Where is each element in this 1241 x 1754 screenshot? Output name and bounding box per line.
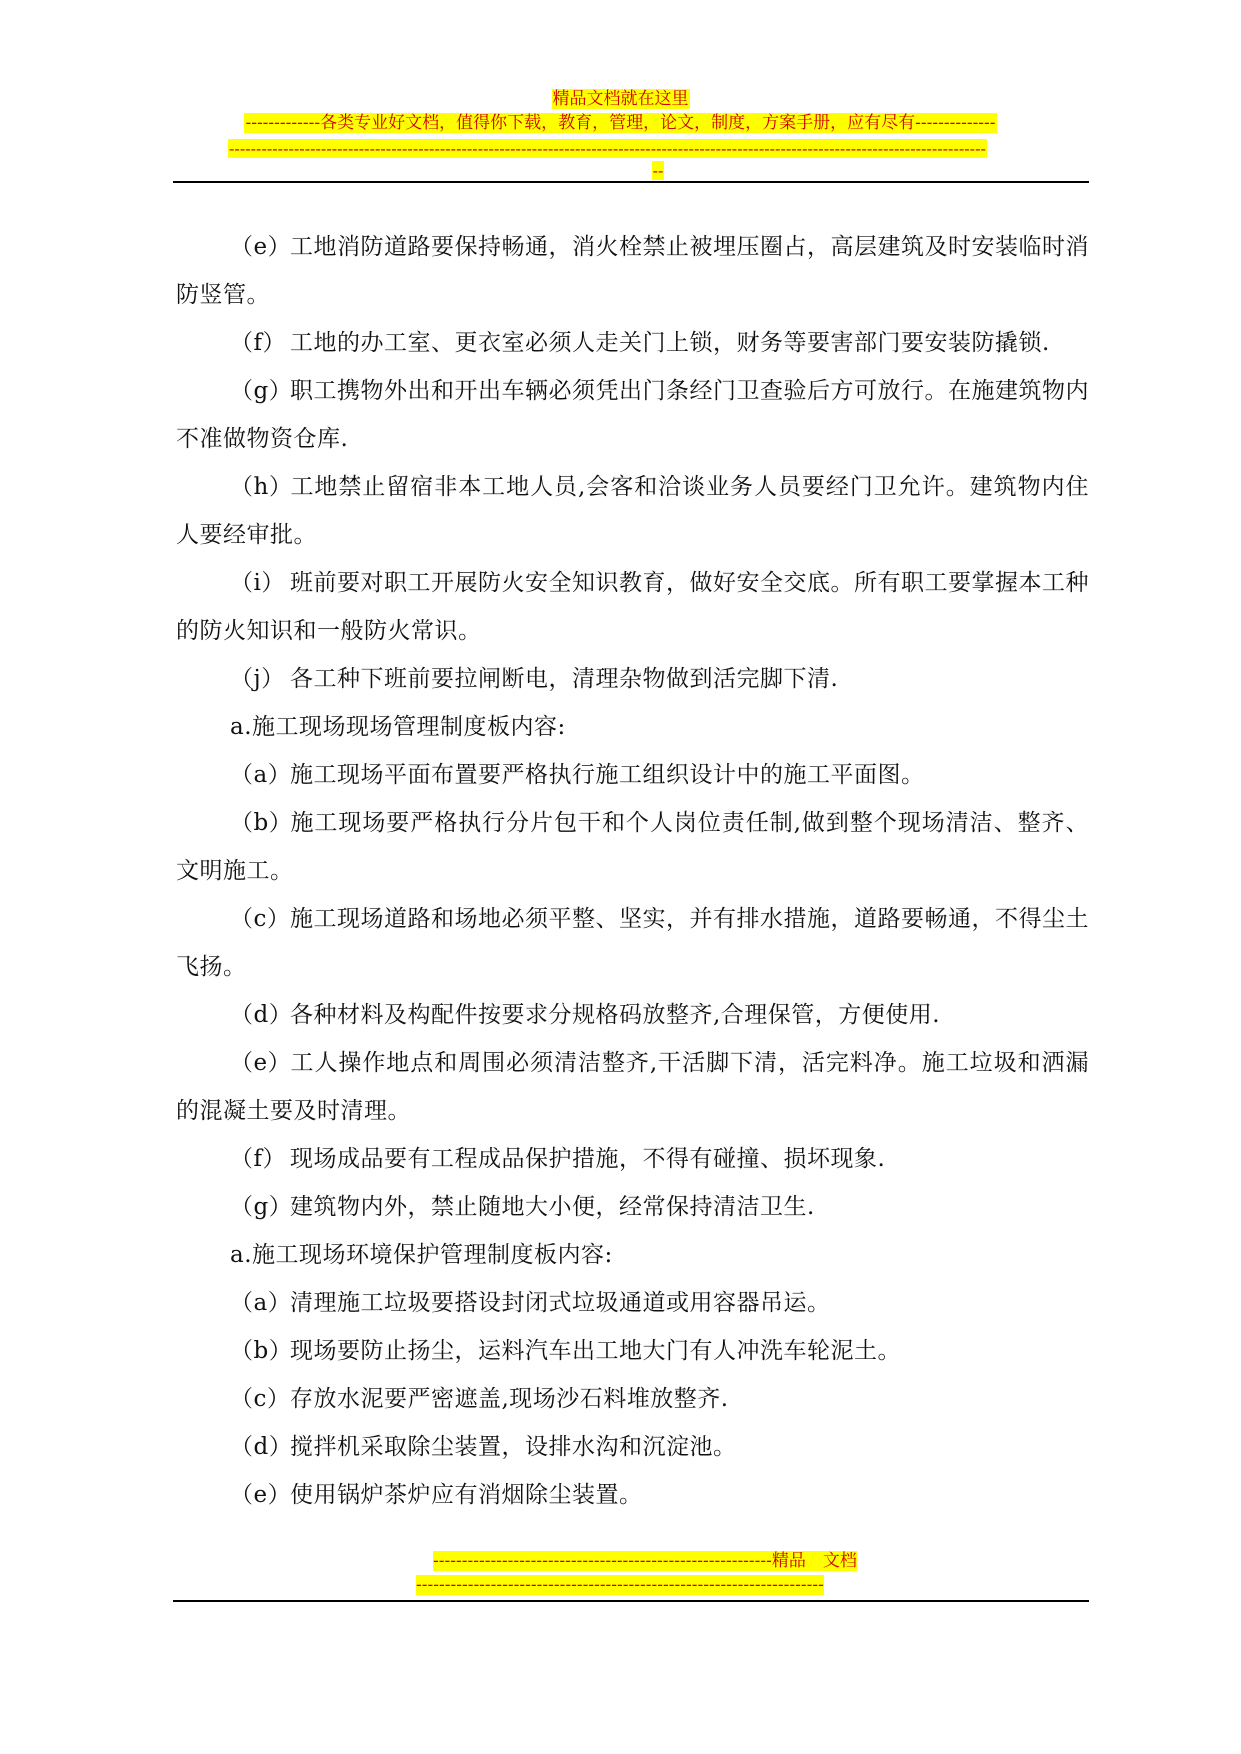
paragraph	[176, 1279, 1089, 1327]
paragraph-text: 现场成品要有工程成品保护措施，不得有碰撞、损坏现象.	[290, 1146, 886, 1172]
paragraph-text: 工地禁止留宿非本工地人员,会客和洽谈业务人员要经门卫允许。建筑物内住人要经审批。	[176, 474, 1089, 548]
paragraph	[176, 751, 1089, 799]
paragraph-text: 存放水泥要严密遮盖,现场沙石料堆放整齐.	[290, 1386, 729, 1412]
header-title: 精品文档就在这里	[552, 89, 689, 109]
paragraph	[176, 1327, 1089, 1375]
paragraph-text: a.施工现场现场管理制度板内容:	[230, 714, 566, 740]
paragraph-text: 清理施工垃圾要搭设封闭式垃圾通道或用容器吊运。	[290, 1290, 831, 1316]
paragraph-text: 使用锅炉茶炉应有消烟除尘装置。	[290, 1482, 643, 1508]
paragraph-text: 各种材料及构配件按要求分规格码放整齐,合理保管，方便使用.	[290, 1002, 941, 1028]
item-marker: （g）	[230, 378, 293, 404]
paragraph	[176, 367, 1089, 463]
paragraph-text: 工地的办工室、更衣室必须人走关门上锁，财务等要害部门要安装防撬锁.	[290, 330, 1050, 356]
item-marker: （c）	[230, 906, 291, 932]
paragraph	[176, 1423, 1089, 1471]
paragraph	[176, 463, 1089, 559]
paragraph-text: 工地消防道路要保持畅通，消火栓禁止被埋压圈占，高层建筑及时安装临时消防竖管。	[176, 234, 1089, 308]
paragraph	[176, 1471, 1089, 1519]
paragraph-text: 现场要防止扬尘，运料汽车出工地大门有人冲洗车轮泥土。	[290, 1338, 901, 1364]
item-marker: （f）	[230, 330, 287, 356]
paragraph-text: 施工现场要严格执行分片包干和个人岗位责任制,做到整个现场清洁、整齐、文明施工。	[176, 810, 1089, 884]
paragraph	[176, 703, 1089, 751]
paragraph	[176, 655, 1089, 703]
item-marker: （d）	[230, 1434, 293, 1460]
item-marker: （f）	[230, 1146, 287, 1172]
header-rule	[173, 181, 1089, 183]
footer-line-1: -----------------------------------------------------------精品 文档	[433, 1551, 857, 1571]
item-marker: （b）	[230, 810, 293, 836]
paragraph	[176, 1039, 1089, 1135]
item-marker: （a）	[230, 1290, 292, 1316]
header-subtitle: -------------各类专业好文档，值得你下载，教育，管理，论文，制度，方案手册，应有尽有--------------	[245, 113, 996, 133]
item-marker: （i）	[230, 570, 285, 596]
item-marker: （e）	[230, 1482, 292, 1508]
item-marker: （h）	[230, 474, 293, 500]
paragraph	[176, 991, 1089, 1039]
paragraph	[176, 1183, 1089, 1231]
paragraph	[176, 1135, 1089, 1183]
paragraph	[176, 1231, 1089, 1279]
paragraph-text: 建筑物内外，禁止随地大小便，经常保持清洁卫生.	[290, 1194, 815, 1220]
item-marker: （e）	[230, 1050, 292, 1076]
paragraph-text: 职工携物外出和开出车辆必须凭出门条经门卫查验后方可放行。在施建筑物内不准做物资仓库.	[176, 378, 1089, 452]
footer-line-2: -----------------------------------------------------------------------	[416, 1575, 824, 1595]
document-body	[176, 223, 1089, 1519]
item-marker: （e）	[230, 234, 292, 260]
paragraph-text: 施工现场平面布置要严格执行施工组织设计中的施工平面图。	[290, 762, 925, 788]
paragraph	[176, 895, 1089, 991]
item-marker: （g）	[230, 1194, 293, 1220]
footer-rule	[173, 1600, 1089, 1602]
paragraph-text: 各工种下班前要拉闸断电，清理杂物做到活完脚下清.	[290, 666, 839, 692]
paragraph	[176, 1375, 1089, 1423]
paragraph-text: 班前要对职工开展防火安全知识教育，做好安全交底。所有职工要掌握本工种的防火知识和一般防火常识。	[176, 570, 1089, 644]
item-marker: （j）	[230, 666, 285, 692]
paragraph	[176, 559, 1089, 655]
paragraph-text: 施工现场道路和场地必须平整、坚实，并有排水措施，道路要畅通，不得尘土飞扬。	[176, 906, 1089, 980]
item-marker: （a）	[230, 762, 292, 788]
paragraph	[176, 799, 1089, 895]
paragraph-text: 搅拌机采取除尘装置，设排水沟和沉淀池。	[290, 1434, 737, 1460]
paragraph-text: a.施工现场环境保护管理制度板内容:	[230, 1242, 613, 1268]
paragraph	[176, 223, 1089, 319]
paragraph-text: 工人操作地点和周围必须清洁整齐,干活脚下清，活完料净。施工垃圾和洒漏的混凝土要及时清理。	[176, 1050, 1089, 1124]
paragraph	[176, 319, 1089, 367]
item-marker: （b）	[230, 1338, 293, 1364]
header-dash-line: -------------------------------------------------------------------------------------------------------------------------------------------- --	[229, 139, 986, 180]
item-marker: （d）	[230, 1002, 293, 1028]
item-marker: （c）	[230, 1386, 291, 1412]
